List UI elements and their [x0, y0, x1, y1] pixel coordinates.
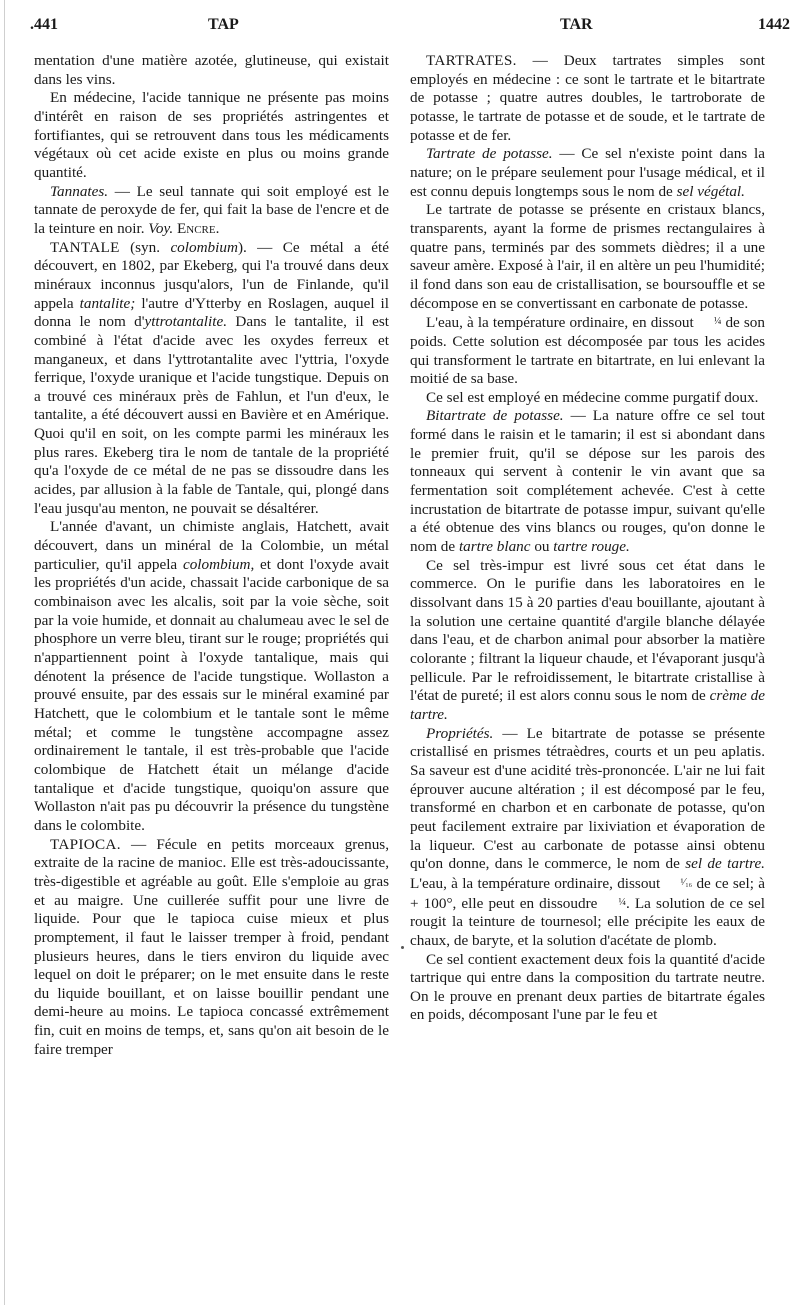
subentry-head-bitartrate: Bitartrate de potasse.: [426, 407, 564, 425]
paragraph-acide-tartrique: Ce sel contient exactement deux fois la quantité d'acide tartrique qui entre dans la composition du tartrate neutre. On le prouve en prenant deux parties de bitartrate égales en poids, décomposant l'une par le feu et: [410, 950, 765, 1024]
right-running-head: TAR: [560, 16, 593, 33]
entry-head-tannates: Tannates.: [50, 182, 109, 200]
running-header: [30, 16, 790, 46]
subentry-head-tartrate: Tartrate de potasse.: [426, 145, 553, 163]
entry-tartrates: TARTRATES. — Deux tartrates simples sont employés en médecine : ce sont le tartrate et le bitartrate de potasse ; quatre autres doubles, le tartroborate de potasse, le tartrate de potasse et de soude, et le tartrate de potasse et de fer.: [410, 52, 765, 144]
subentry-proprietes: Propriétés. — Le bitartrate de potasse se présente cristallisé en prismes tétraèdres, courts et un peu aplatis. Sa saveur est d'une acidité très-prononcée. L'air ne lui fait éprouver aucune altération ; il est décomposé par le feu, transformé en charbon et en carbonate de potasse, qu'on peut facilement extraire par lixiviation et évaporation de la liqueur. C'est au carbonate de potasse ainsi obtenu qu'on donne, dans le commerce, le nom de sel de tartre. L'eau, à la température ordinaire, dissout ¹⁄₁₆ de ce sel; à + 100°, elle peut en dissoudre ¼. La solution de ce sel rougit la teinture de tournesol; elle précipite les eaux de chaux, de baryte, et la solution d'acétate de plomb.: [410, 724, 765, 949]
entry-tannates: Tannates. — Le seul tannate qui soit employé est le tannate de peroxyde de fer, qui fait la base de l'encre et de la teinture en noir. Voy. Encre.: [34, 182, 389, 237]
subentry-bitartrate: Bitartrate de potasse. — La nature offre ce sel tout formé dans le raisin et le tamarin; il est si abondant dans le premier fruit, qu'il se dépose sur les parois des tonneaux qui servent à contenir le vin avant que sa fermentation soit complétement achevée. C'est à cette incrustation de bitartrate de potasse impur, suivant qu'elle a été obtenue des vins blancs ou rouges, qu'on donne le nom de tartre blanc ou tartre rouge.: [410, 407, 765, 556]
left-running-head: TAP: [208, 16, 239, 33]
entry-head-tartrates: TARTRATES.: [426, 52, 517, 69]
right-page-number: 1442: [758, 16, 790, 33]
entry-head-tapioca: TAPIOCA.: [50, 835, 121, 853]
paragraph-solubility: L'eau, à la température ordinaire, en dissout ¼ de son poids. Cette solution est décomposée par tous les acides qui transforment le tartrate en bitartrate, en lui enlevant la moitié de sa base.: [410, 314, 765, 388]
right-column: [410, 52, 765, 1025]
paragraph-medicine: En médecine, l'acide tannique ne présente pas moins d'intérêt en raison de ses propriétés astringentes et fortifiantes, qui se retrouvent dans tous les médicaments végétaux où cet acide existe en plus ou moins grande quantité.: [34, 89, 389, 181]
cross-reference-encre: Encre.: [173, 219, 220, 237]
paragraph-purgatif: Ce sel est employé en médecine comme purgatif doux.: [426, 388, 759, 406]
paragraph-crystals: Le tartrate de potasse se présente en cristaux blancs, transparents, ayant la forme de prismes rectangulaires à quatre pans, terminés par des sommets dièdres; il a une saveur amère. Exposé à l'air, il en altère un peu l'humidité; il fond dans son eau de cristallisation, se boursouffle et se décompose en se convertissant en carbonate de potasse.: [410, 201, 765, 312]
subentry-head-proprietes: Propriétés.: [426, 724, 494, 742]
paragraph-hatchett: L'année d'avant, un chimiste anglais, Hatchett, avait découvert, dans un minéral de la Colombie, un métal particulier, qu'il appela colombium, et dont l'oxyde avait les propriétés d'un acide, chassait l'acide carbonique de sa combinaison avec les alcalis, soit par la voie sèche, soit par la voie humide, et donnait au chalumeau avec le sel de phosphore un verre bleu, tirant sur le rouge; propriétés qui n'appartiennent point à l'oxyde tantalique, mais qui dénotent la présence de l'acide tungstique. Wollaston a prouvé ensuite, par des essais sur le minéral examiné par Hatchett, que le colombium et le tantale sont le même métal; et comme le tungstène accompagne assez ordinairement le tantale, il est très-probable que l'acide colombique de Hatchett était un mélange d'acide tantalique et d'acide tungstique, quoiqu'on assure que Wollaston n'ait pas pu découvrir la présence du tungstène dans le colombite.: [34, 518, 389, 834]
paragraph-purification: Ce sel très-impur est livré sous cet état dans le commerce. On le purifie dans les laboratoires en le dissolvant dans 15 à 20 parties d'eau bouillante, ajoutant à la solution une certaine quantité d'argile blanche délayée dans l'eau, et de charbon animal pour absorber la matière colorante ; filtrant la liqueur chaude, et l'évaporant jusqu'à pellicule. Par le refroidissement, le bitartrate cristallise à l'état de pureté; il est alors connu sous le nom de crème de tartre.: [410, 556, 766, 723]
entry-tapioca: TAPIOCA. — Fécule en petits morceaux grenus, extraite de la racine de manioc. Elle est très-adoucissante, très-digestible et agréable au goût. Elle s'emploie au gras et au maigre. Une cuillerée suffit pour une livre de liquide. Pour que le tapioca cuise mieux et plus promptement, il faut le laisser tremper à froid, pendant plusieurs heures, dans le tiers environ du liquide avec lequel on doit le préparer; on le met ensuite dans le reste du liquide bouillant, et on laisse bouillir pendant une demi-heure au moins. Le tapioca concassé extrêmement fin, cuit en moins de temps, et, sans qu'on ait besoin de le faire tremper: [34, 835, 389, 1058]
page-edge-line: [4, 0, 5, 1305]
entry-head-tantale: TANTALE: [50, 238, 120, 256]
paragraph-continuation: mentation d'une matière azotée, glutineuse, qui existait dans les vins.: [34, 52, 389, 88]
subentry-tartrate-de-potasse: Tartrate de potasse. — Ce sel n'existe point dans la nature; on le prépare seulement pour l'usage médical, et il est connu depuis longtemps sous le nom de sel végétal.: [410, 145, 765, 200]
margin-mark: [401, 946, 404, 949]
left-column: [34, 52, 389, 1059]
left-page-number: .441: [30, 16, 58, 33]
entry-tantale: TANTALE (syn. colombium). — Ce métal a été découvert, en 1802, par Ekeberg, qui l'a trouvé dans deux minéraux inconnus jusqu'alors, l'un de Finlande, qu'il appela tantalite; l'autre d'Ytterby en Roslagen, auquel il donna le nom d'yttrotantalite. Dans le tantalite, il est combiné à l'état d'acide avec les oxydes ferreux et manganeux, et dans l'yttrotantalite avec l'yttria, l'oxyde ferrique, l'oxyde uranique et l'acide tungstique. Depuis on a trouvé ces minéraux près de Fahlun, et l'un d'eux, le tantalite, a été découvert aussi en Bavière et en Amérique. Quoi qu'il en soit, on les compte parmi les minéraux les plus rares. Ekeberg tira le nom de tantale de la propriété qu'a l'oxyde de ce métal de ne pas se dissoudre dans les acides, par allusion à la fable de Tantale, qui, plongé dans l'eau jusqu'au menton, ne pouvait se désaltérer.: [34, 238, 390, 517]
